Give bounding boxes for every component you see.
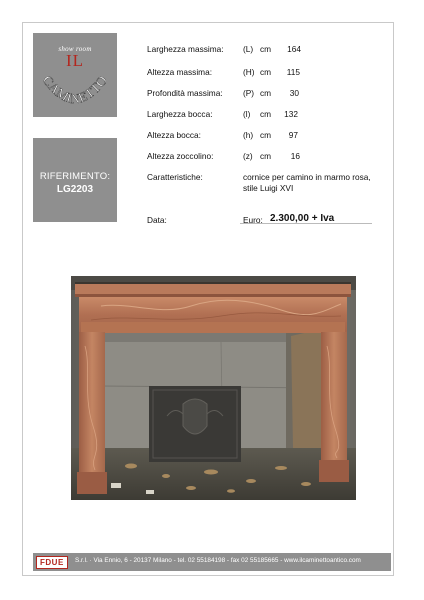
spec-label: Profondità massima: bbox=[147, 88, 223, 98]
logo-name: CAMINETTO bbox=[39, 72, 111, 107]
logo-wordmark bbox=[33, 55, 117, 117]
spec-unit: cm bbox=[260, 44, 272, 54]
reference-label: RIFERIMENTO: bbox=[39, 171, 111, 182]
spec-value: 30 bbox=[289, 88, 299, 98]
spec-value: 16 bbox=[290, 151, 300, 161]
svg-text:CAMINETTO bbox=[40, 73, 111, 106]
spec-code: (l) bbox=[243, 109, 251, 119]
fireplace-photo bbox=[71, 276, 356, 500]
date-label: Data: bbox=[147, 215, 167, 225]
characteristics-value: cornice per camino in marmo rosa, stile Luigi XVI bbox=[243, 172, 371, 193]
spec-value: 164 bbox=[287, 44, 301, 54]
spec-label: Larghezza bocca: bbox=[147, 109, 213, 119]
spec-code: (P) bbox=[243, 88, 255, 98]
spec-label: Larghezza massima: bbox=[147, 44, 224, 54]
spec-label: Altezza zoccolino: bbox=[147, 151, 214, 161]
spec-unit: cm bbox=[260, 130, 272, 140]
spec-code: (L) bbox=[243, 44, 254, 54]
logo-il: IL bbox=[65, 51, 85, 70]
currency-label: Euro: bbox=[243, 215, 263, 225]
reference-box bbox=[33, 138, 117, 222]
price-underline bbox=[240, 223, 372, 224]
spec-value: 115 bbox=[286, 67, 300, 77]
spec-label: Altezza massima: bbox=[147, 67, 213, 77]
logo-tagline: show room bbox=[58, 45, 92, 53]
characteristics-label: Caratteristiche: bbox=[147, 172, 203, 182]
spec-value: 132 bbox=[284, 109, 298, 119]
reference-code: LG2203 bbox=[56, 184, 94, 195]
spec-label: Altezza bocca: bbox=[147, 130, 201, 140]
spec-value: 97 bbox=[288, 130, 298, 140]
spec-unit: cm bbox=[260, 151, 272, 161]
spec-unit: cm bbox=[260, 109, 272, 119]
spec-code: (z) bbox=[243, 151, 253, 161]
spec-unit: cm bbox=[260, 67, 272, 77]
marble-fireplace-photo-icon bbox=[71, 276, 356, 500]
company-logo bbox=[33, 33, 117, 117]
spec-code: (h) bbox=[243, 130, 254, 140]
footer-bar bbox=[33, 553, 391, 571]
spec-code: (H) bbox=[243, 67, 255, 77]
footer-contact-text: S.r.l. · Via Ennio, 6 - 20137 Milano - tel. 02 55184198 - fax 02 55185665 - www.ilcaminettoantico.com bbox=[75, 557, 361, 564]
spec-unit: cm bbox=[260, 88, 272, 98]
price-value: 2.300,00 + Iva bbox=[270, 213, 335, 224]
footer-brand-logo: FDUE bbox=[36, 556, 68, 569]
